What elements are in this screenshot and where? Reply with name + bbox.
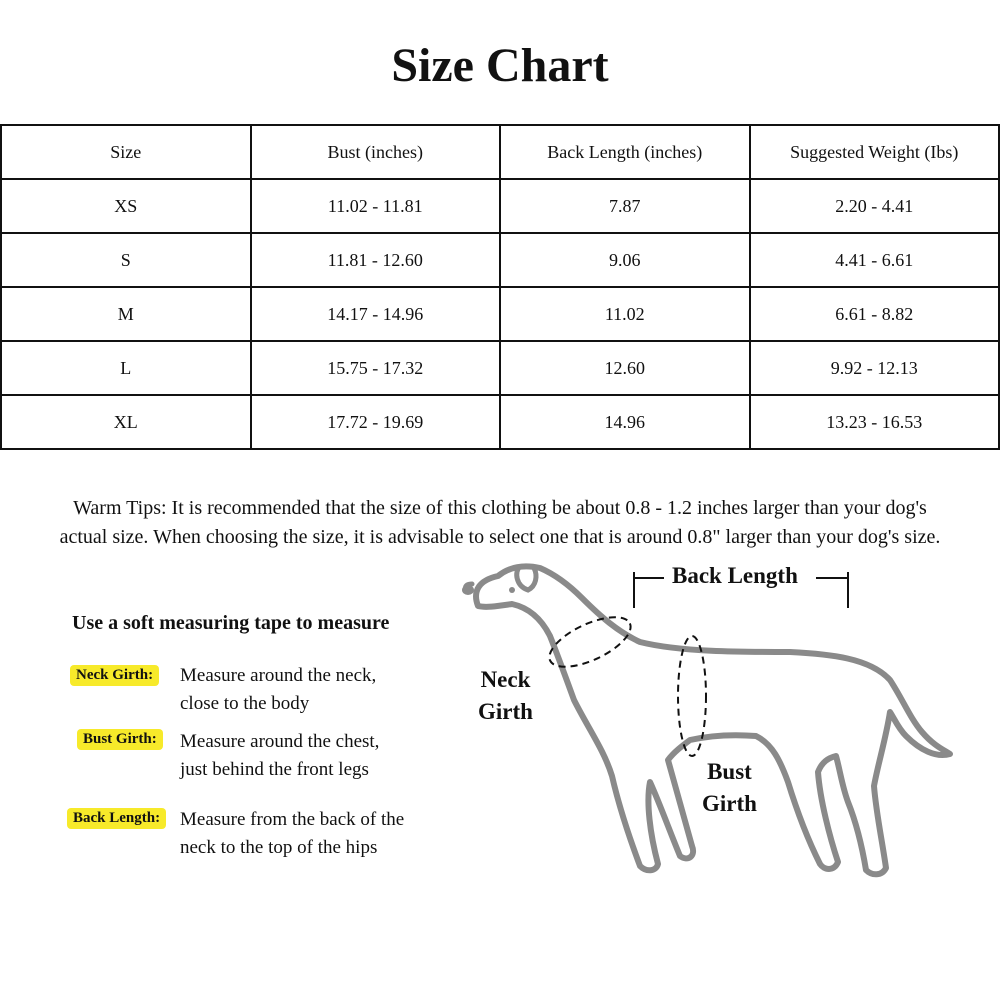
page-title: Size Chart [391, 39, 609, 92]
cell-back-length: 14.96 [500, 395, 750, 449]
bust-girth-label-line-1: Bust [707, 759, 752, 784]
table-row [1, 179, 999, 233]
dog-ear [517, 566, 536, 590]
size-table [0, 124, 1000, 450]
back-length-description [180, 806, 450, 862]
neck-girth-label-line-2: Girth [478, 699, 533, 724]
bust-girth-badge: Bust Girth: [77, 729, 163, 750]
cell-size: S [1, 233, 251, 287]
cell-size: L [1, 341, 251, 395]
dog-eye [509, 587, 515, 593]
cell-weight: 6.61 - 8.82 [750, 287, 1000, 341]
bust-girth-description [180, 728, 450, 784]
back-length-badge: Back Length: [67, 808, 166, 829]
cell-size: M [1, 287, 251, 341]
table-row [1, 341, 999, 395]
neck-girth-ellipse [543, 607, 638, 677]
neck-girth-label-line-1: Neck [480, 667, 531, 692]
back-length-line-1: Measure from the back of the [180, 809, 405, 830]
cell-bust: 11.02 - 11.81 [251, 179, 501, 233]
table-row [1, 287, 999, 341]
neck-girth-description [180, 662, 450, 718]
bust-girth-label-line-2: Girth [702, 791, 757, 816]
header-size: Size [1, 125, 251, 179]
bust-girth-line-1: Measure around the chest, [180, 731, 380, 752]
dog-nose [462, 585, 474, 595]
header-bust: Bust (inches) [251, 125, 501, 179]
table-row [1, 233, 999, 287]
back-length-line-2: neck to the top of the hips [180, 837, 378, 858]
back-length-label: Back Length [672, 563, 798, 588]
cell-size: XS [1, 179, 251, 233]
cell-weight: 4.41 - 6.61 [750, 233, 1000, 287]
warm-tips [0, 494, 1000, 552]
cell-back-length: 9.06 [500, 233, 750, 287]
cell-back-length: 7.87 [500, 179, 750, 233]
cell-weight: 9.92 - 12.13 [750, 341, 1000, 395]
header-back-length: Back Length (inches) [500, 125, 750, 179]
warm-tips-line-2: actual size. When choosing the size, it is advisable to select one that is around 0.8" larger than your dog's size. [59, 526, 941, 548]
cell-back-length: 11.02 [500, 287, 750, 341]
dog-measurement-diagram [450, 550, 1000, 900]
header-weight: Suggested Weight (Ibs) [750, 125, 1000, 179]
cell-bust: 17.72 - 19.69 [251, 395, 501, 449]
bust-girth-line-2: just behind the front legs [180, 759, 369, 780]
dog-outline [476, 566, 950, 874]
cell-bust: 15.75 - 17.32 [251, 341, 501, 395]
measure-heading: Use a soft measuring tape to measure [72, 612, 390, 634]
cell-bust: 14.17 - 14.96 [251, 287, 501, 341]
neck-girth-line-1: Measure around the neck, [180, 665, 377, 686]
cell-back-length: 12.60 [500, 341, 750, 395]
cell-size: XL [1, 395, 251, 449]
warm-tips-line-1: Warm Tips: It is recommended that the size of this clothing be about 0.8 - 1.2 inches larger than your dog's [73, 497, 927, 519]
cell-weight: 2.20 - 4.41 [750, 179, 1000, 233]
neck-girth-badge: Neck Girth: [70, 665, 159, 686]
neck-girth-label [478, 664, 533, 728]
bust-girth-label [702, 756, 757, 820]
table-row [1, 395, 999, 449]
cell-bust: 11.81 - 12.60 [251, 233, 501, 287]
cell-weight: 13.23 - 16.53 [750, 395, 1000, 449]
neck-girth-line-2: close to the body [180, 693, 310, 714]
table-header-row [1, 125, 999, 179]
